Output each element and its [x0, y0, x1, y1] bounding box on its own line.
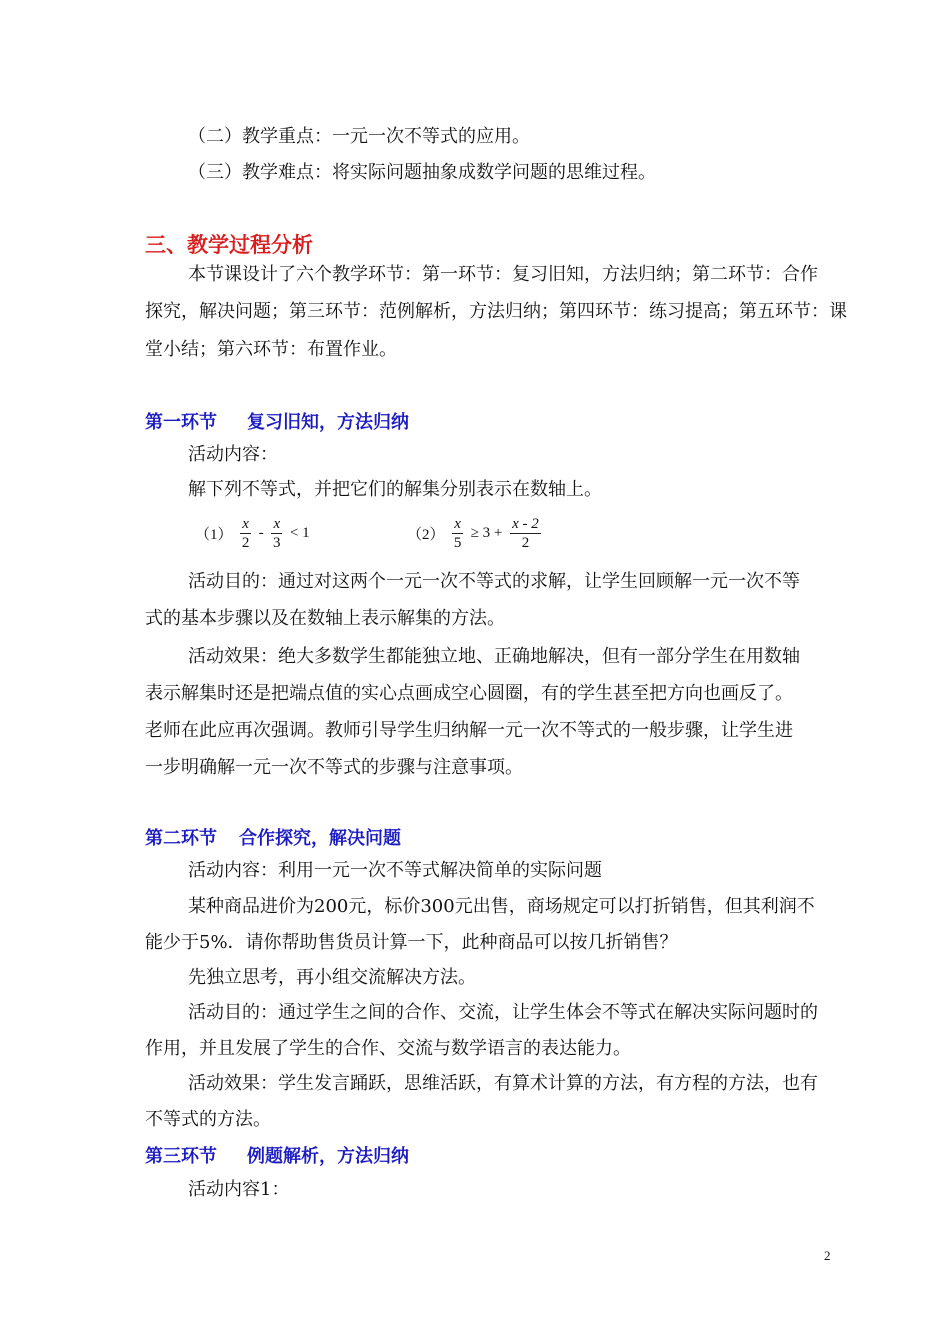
activity-purpose: 活动目的：通过对这两个一元一次不等式的求解，让学生回顾解一元一次不等	[188, 571, 800, 592]
teaching-focus: （二）教学重点：一元一次不等式的应用。	[188, 126, 530, 147]
equation-label: （2）	[407, 527, 445, 543]
teaching-difficulty: （三）教学难点：将实际问题抽象成数学问题的思维过程。	[188, 162, 656, 183]
fraction: $\frac{x - 2}{2}$	[512, 516, 539, 551]
activity-effect: 活动效果：学生发言踊跃，思维活跃，有算术计算的方法，有方程的方法，也有	[188, 1073, 818, 1094]
activity-effect: 活动效果：绝大多数学生都能独立地、正确地解决，但有一部分学生在用数轴	[188, 646, 800, 667]
activity-effect: 不等式的方法。	[145, 1109, 271, 1130]
activity-effect: 表示解集时还是把端点值的实心点画成空心圆圈，有的学生甚至把方向也画反了。	[145, 683, 793, 704]
activity-task: 解下列不等式，并把它们的解集分别表示在数轴上。	[188, 479, 602, 500]
activity-effect: 老师在此应再次强调。教师引导学生归纳解一元一次不等式的一般步骤，让学生进	[145, 720, 793, 741]
section-intro: 堂小结；第六环节：布置作业。	[145, 339, 397, 360]
step-label: 第三环节	[145, 1146, 217, 1167]
step3-heading	[145, 1142, 409, 1168]
activity-content-label: 活动内容：	[188, 444, 278, 465]
fraction: $\frac{x}{5}$	[453, 516, 462, 551]
activity-purpose: 活动目的：通过学生之间的合作、交流，让学生体会不等式在解决实际问题时的	[188, 1002, 818, 1023]
activity-purpose: 式的基本步骤以及在数轴上表示解集的方法。	[145, 608, 505, 629]
problem-text: 某种商品进价为200元，标价300元出售，商场规定可以打折销售，但其利润不	[188, 896, 815, 917]
activity-effect: 一步明确解一元一次不等式的步骤与注意事项。	[145, 757, 523, 778]
step-label: 第二环节	[145, 828, 217, 849]
think-instruction: 先独立思考，再小组交流解决方法。	[188, 967, 476, 988]
step-title: 复习旧知，方法归纳	[247, 412, 409, 433]
step1-heading	[145, 408, 409, 434]
activity-purpose: 作用，并且发展了学生的合作、交流与数学语言的表达能力。	[145, 1038, 631, 1059]
inequality-2: （2） $\frac{x}{5}$ ≥ 3 + $\frac{x - 2}{2}$	[407, 516, 539, 551]
fraction: $\frac{x}{3}$	[273, 516, 281, 551]
section-intro: 本节课设计了六个教学环节：第一环节：复习旧知，方法归纳；第二环节：合作	[188, 264, 818, 285]
step-label: 第一环节	[145, 412, 217, 433]
activity-content: 活动内容：利用一元一次不等式解决简单的实际问题	[188, 860, 602, 881]
section-intro: 探究，解决问题；第三环节：范例解析，方法归纳；第四环节：练习提高；第五环节：课	[145, 301, 847, 322]
inequality-1: （1） $\frac{x}{2}$ - $\frac{x}{3}$ < 1	[195, 516, 310, 551]
page-number: 2	[824, 1248, 831, 1263]
equation-label: （1）	[195, 527, 233, 543]
step-title: 合作探究，解决问题	[239, 828, 401, 849]
problem-text: 能少于5%．请你帮助售货员计算一下，此种商品可以按几折销售？	[145, 932, 678, 953]
activity-content: 活动内容1：	[188, 1179, 290, 1200]
step2-heading	[145, 824, 401, 850]
step-title: 例题解析，方法归纳	[247, 1146, 409, 1167]
fraction: $\frac{x}{2}$	[241, 516, 250, 551]
section-heading: 三、教学过程分析	[145, 233, 313, 257]
